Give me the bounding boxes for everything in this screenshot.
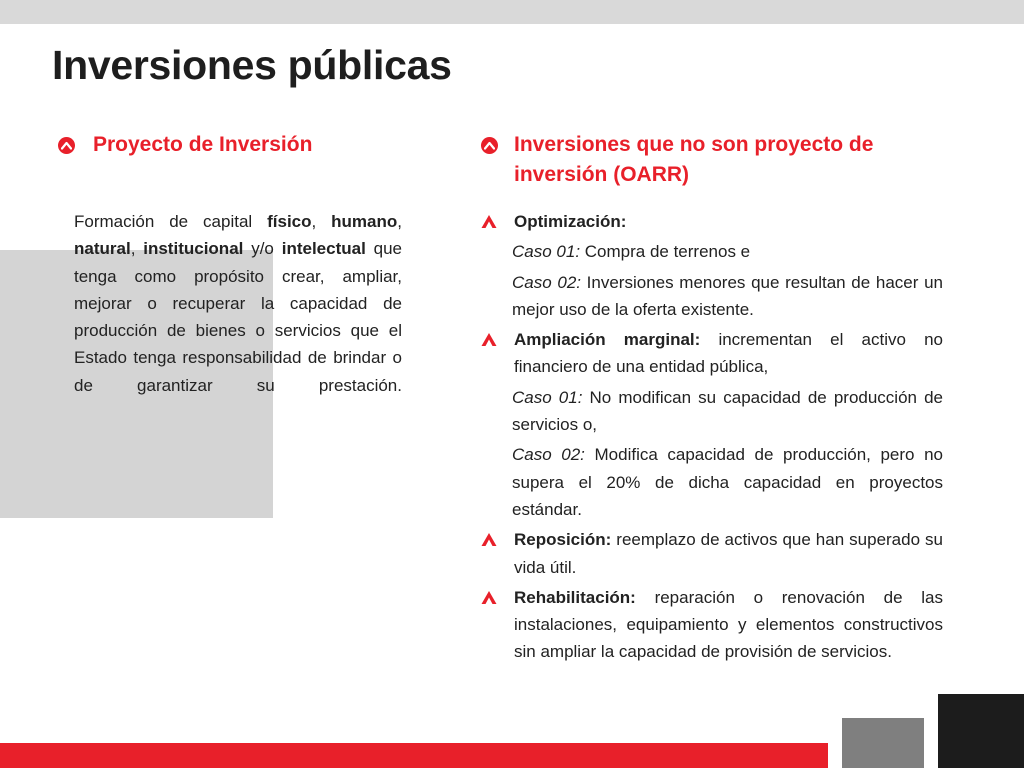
list-item-reposicion: [481, 526, 943, 581]
triangle-bullet-icon: [481, 332, 497, 347]
body-text: ,: [130, 239, 144, 259]
item-label: Reposición:: [514, 530, 612, 550]
list-subitem: [481, 269, 943, 324]
case-label: Caso 01:: [512, 242, 581, 262]
case-label: Caso 02:: [512, 445, 585, 465]
right-heading-line1: Inversiones que no son proyecto de: [514, 133, 874, 156]
list-subitem: [481, 384, 943, 439]
body-text: ,: [397, 212, 402, 231]
body-text: y/o: [243, 239, 282, 259]
emphasized-term: natural: [74, 239, 131, 259]
list-item-ampliacion: [481, 326, 943, 381]
case-label: Caso 01:: [512, 387, 583, 407]
slide-title: Inversiones públicas: [52, 42, 452, 88]
body-text: Formación de capital: [74, 212, 268, 231]
footer-red-bar: [0, 743, 828, 768]
emphasized-term: intelectual: [281, 239, 366, 259]
left-heading: Proyecto de Inversión: [93, 133, 313, 156]
case-label: Caso 02:: [512, 272, 581, 292]
right-heading: [514, 130, 873, 190]
emphasized-term: humano: [331, 212, 398, 231]
emphasized-term: físico: [267, 212, 312, 231]
chevron-up-circle-icon: [58, 137, 75, 154]
item-label: Optimización:: [514, 212, 627, 231]
case-text: Compra de terrenos e: [580, 242, 751, 262]
emphasized-term: institucional: [143, 239, 244, 259]
case-text: Inversiones menores que resultan de hacer un mejor uso de la oferta existente.: [512, 272, 943, 319]
list-subitem: [481, 441, 943, 523]
list-item-optimizacion: [481, 208, 943, 235]
oarr-list: [481, 208, 943, 666]
footer-gray-square: [842, 718, 924, 768]
case-text: No modifican su capacidad de producción de servicios o,: [512, 387, 943, 435]
body-text: ,: [311, 212, 332, 231]
triangle-bullet-icon: [481, 214, 497, 229]
triangle-bullet-icon: [481, 590, 497, 605]
project-definition-text: [74, 208, 402, 399]
list-subitem: [481, 238, 943, 265]
chevron-up-circle-icon: [481, 137, 498, 154]
item-text: reemplazo de activos que han superado su vida útil.: [514, 530, 943, 577]
item-label: Ampliación marginal:: [514, 330, 701, 350]
item-text: incrementan el activo no financiero de una entidad pública,: [514, 330, 943, 377]
list-item-rehabilitacion: [481, 584, 943, 666]
item-label: Rehabilitación:: [514, 587, 636, 607]
top-band: [0, 0, 1024, 24]
item-text: reparación o renovación de las instalaciones, equipamiento y elementos constructivos sin ampliar la capacidad de provisión de servicios.: [514, 587, 943, 662]
case-text: Modifica capacidad de producción, pero no supera el 20% de dicha capacidad en proyectos estándar.: [512, 445, 943, 519]
right-heading-line2: inversión (OARR): [514, 163, 690, 186]
body-text: que tenga como propósito crear, ampliar, mejorar o recuperar la capacidad de producción de bienes o servicios que el Estado tenga responsabilidad de brindar o de garantizar su prestación.: [74, 239, 403, 395]
footer-black-square: [938, 694, 1024, 768]
triangle-bullet-icon: [481, 532, 497, 547]
